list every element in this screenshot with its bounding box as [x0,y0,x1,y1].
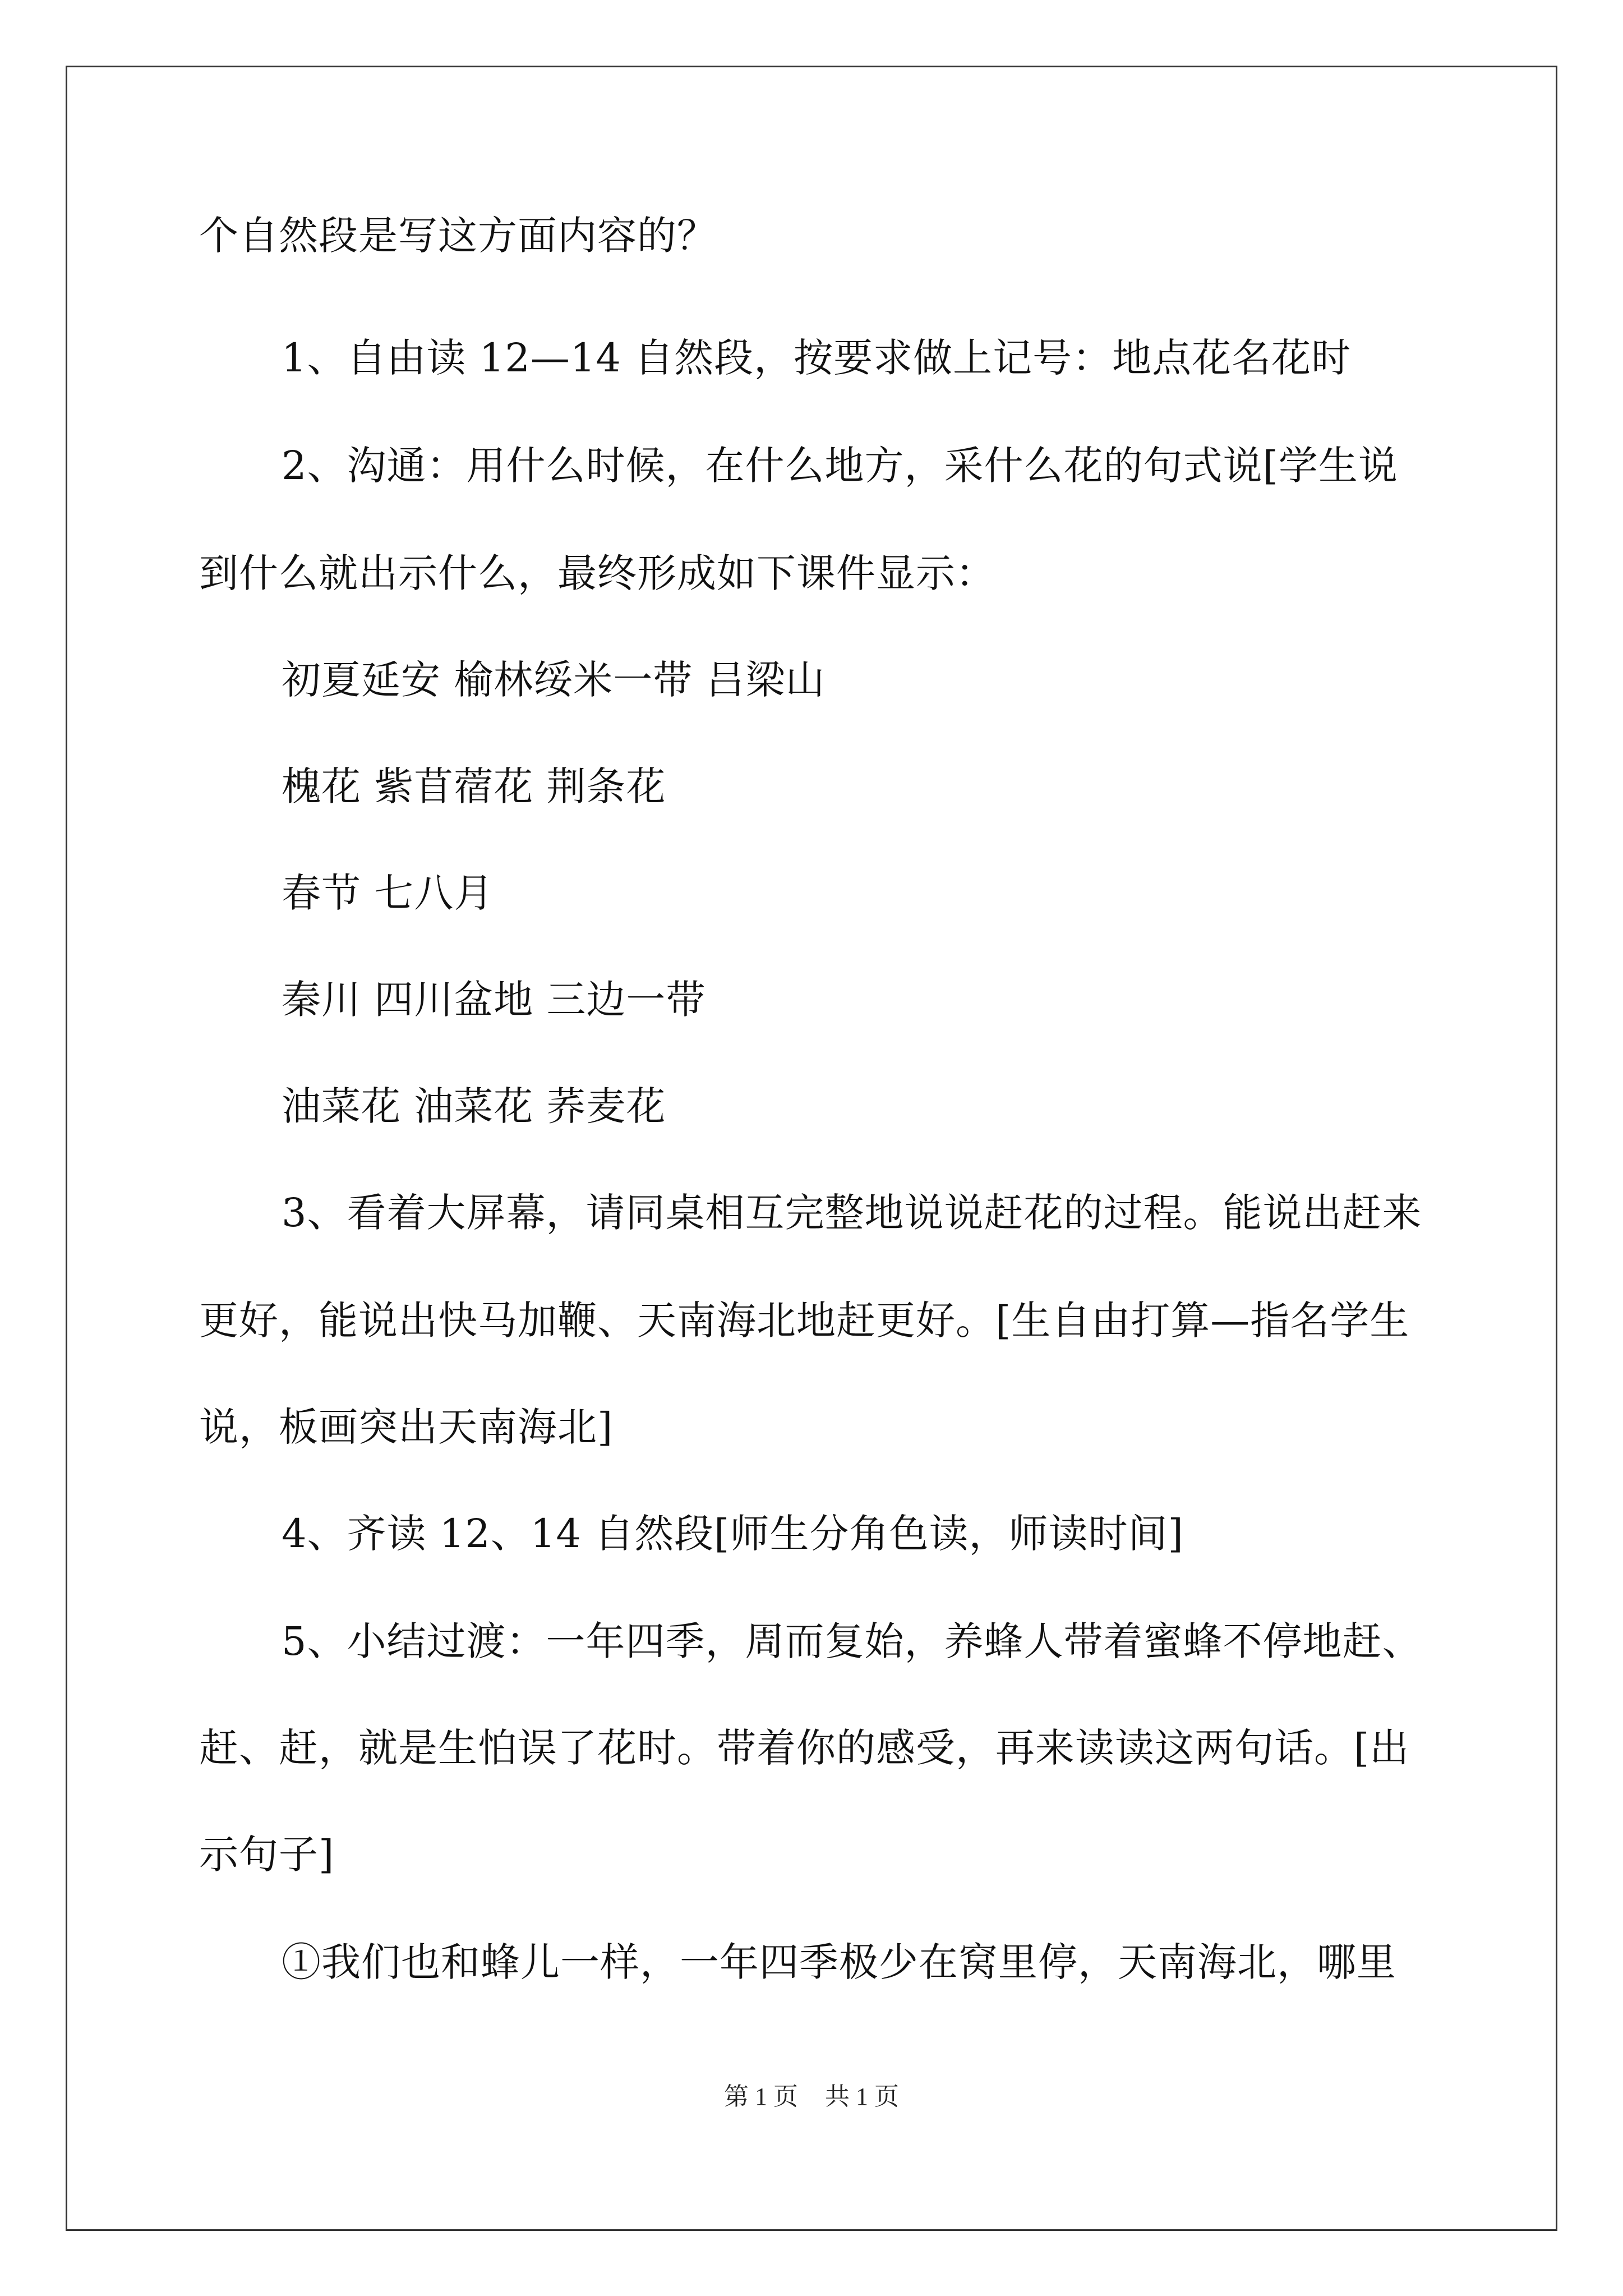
text-line: 到什么就出示什么，最终形成如下课件显示： [199,550,995,596]
text-line: 春节 七八月 [282,870,494,916]
text-line: 初夏延安 榆林绥米一带 吕梁山 [282,657,826,703]
text-line: 4、齐读 12、14 自然段[师生分角色读，师读时间] [282,1511,1184,1557]
page-total: 共 1 页 [825,2083,899,2110]
text-line: 个自然段是写这方面内容的？ [199,213,717,259]
text-line: 说，板画突出天南海北] [199,1404,614,1450]
text-line: 槐花 紫苜蓿花 荆条花 [282,763,666,809]
text-line: 更好，能说出快马加鞭、天南海北地赶更好。[生自由打算—指名学生 [199,1297,1410,1343]
page-footer [0,2082,1623,2111]
text-line: 1、自由读 12—14 自然段，按要求做上记号：地点花名花时 [282,335,1352,381]
text-line: 油菜花 油菜花 荞麦花 [282,1083,666,1129]
text-line: 2、沟通：用什么时候，在什么地方，采什么花的句式说[学生说 [282,443,1398,489]
page-border [66,66,1557,2231]
text-line: 5、小结过渡：一年四季，周而复始，养蜂人带着蜜蜂不停地赶、 [282,1618,1422,1664]
text-line: 3、看着大屏幕，请同桌相互完整地说说赶花的过程。能说出赶来 [282,1190,1422,1236]
text-line: 示句子] [199,1832,335,1878]
text-line: 赶、赶，就是生怕误了花时。带着你的感受，再来读读这两句话。[出 [199,1725,1410,1771]
text-line: 秦川 四川盆地 三边一带 [282,977,706,1023]
page-number: 第 1 页 [724,2083,798,2110]
text-line: ①我们也和蜂儿一样，一年四季极少在窝里停，天南海北，哪里 [282,1939,1396,1985]
